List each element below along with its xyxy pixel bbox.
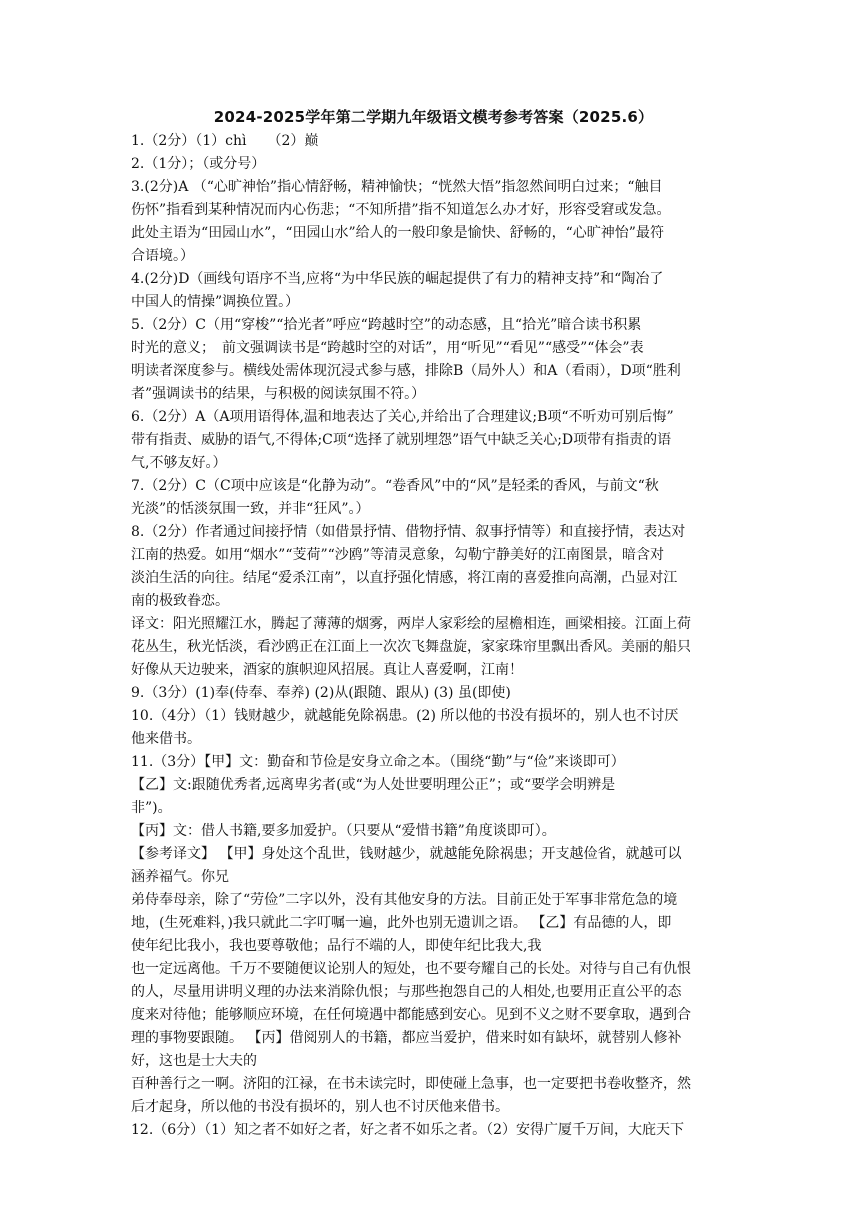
text-line: 7.（2分）C（C项中应该是“化静为动”。“卷香风”中的“风”是轻柔的香风，与前文“秋: [131, 478, 659, 494]
text-line: 10.（4分）（1）钱财越少，就越能免除祸患。(2) 所以他的书没有损坏的，别人也不讨厌: [131, 708, 679, 724]
text-line: 后才起身，所以他的书没有损坏的，别人也不讨厌他来借书。: [131, 1099, 509, 1115]
text-line: 明读者深度参与。横线处需体现沉浸式参与感，排除B（局外人）和A（看雨），D项“胜利: [131, 363, 681, 379]
text-line: 12.（6分）（1）知之者不如好之者，好之者不如乐之者。（2）安得广厦千万间，大庇天下: [131, 1122, 684, 1138]
text-line: 【丙】文：借人书籍,要多加爱护。（只要从“爱惜书籍”角度谈即可）。: [131, 823, 556, 839]
text-line: 好，这也是士大夫的: [131, 1053, 257, 1069]
text-line: 9.（3分）(1)奉(侍奉、奉养) (2)从(跟随、跟从) (3) 虽(即使): [131, 685, 511, 701]
text-line: 的人，尽量用讲明义理的办法来消除仇恨；与那些抱怨自己的人相处,也要用正直公平的态: [131, 984, 682, 1000]
answer-body: [131, 130, 743, 1142]
text-line: 非”)。: [131, 800, 172, 816]
text-line: 【乙】文:跟随优秀者,远离卑劣者(或“为人处世要明理公正”；或“要学会明辨是: [131, 777, 616, 793]
text-line: 5.（2分）C（用“穿梭”“拾光者”呼应“跨越时空”的动态感，且“拾光”暗合读书积累: [131, 317, 642, 333]
text-line: 译文：阳光照耀江水，腾起了薄薄的烟雾，两岸人家彩绘的屋檐相连，画梁相接。江面上荷: [131, 616, 691, 632]
text-line: 理的事物要跟随。 【丙】借阅别人的书籍，都应当爱护，借来时如有缺坏，就替别人修补: [131, 1030, 682, 1046]
text-line: 涵养福气。你兄: [131, 869, 229, 885]
text-line: 带有指责、威胁的语气,不得体;C项“选择了就别埋怨”语气中缺乏关心;D项带有指责的语: [131, 432, 672, 448]
text-line: 使年纪比我小，我也要尊敬他；品行不端的人，即使年纪比我大,我: [131, 938, 542, 954]
text-line: 花丛生，秋光恬淡，看沙鸥正在江面上一次次飞舞盘旋，家家珠帘里飘出香风。美丽的船只: [131, 639, 691, 655]
text-line: 3.(2分)A （“心旷神怡”指心情舒畅，精神愉快；“恍然大悟”指忽然间明白过来；“触目: [131, 179, 663, 195]
text-line: 时光的意义； 前文强调读书是“跨越时空的对话”，用“听见”“看见”“感受”“体会”表: [131, 340, 644, 356]
text-line: 中国人的情操”调换位置。）: [131, 294, 300, 310]
page-title: 2024-2025学年第二学期九年级语文模考参考答案（2025.6）: [213, 108, 654, 126]
text-line: 江南的热爱。如用“烟水”“芰荷”“沙鸥”等清灵意象，勾勒宁静美好的江南图景，暗含对: [131, 547, 664, 563]
text-line: 4.(2分)D（画线句语序不当,应将“为中华民族的崛起提供了有力的精神支持”和“陶冶了: [131, 271, 664, 287]
text-line: 8.（2分）作者通过间接抒情（如借景抒情、借物抒情、叙事抒情等）和直接抒情，表达对: [131, 524, 686, 540]
text-line: 气,不够友好。）: [131, 455, 227, 471]
text-line: 【参考译文】 【甲】身处这个乱世，钱财越少，就越能免除祸患；开支越俭省，就越可以: [131, 846, 682, 862]
text-line: 百种善行之一啊。济阳的江禄，在书未读完时，即使碰上急事，也一定要把书卷收整齐，然: [131, 1076, 691, 1092]
text-line: 光淡”的恬淡氛围一致，并非“狂风”。）: [131, 501, 370, 517]
text-line: 此处主语为“田园山水”，“田园山水”给人的一般印象是愉快、舒畅的，“心旷神怡”最符: [131, 225, 664, 241]
text-line: 2.（1分）；（或分号）: [131, 156, 266, 172]
text-line: 南的极致眷恋。: [131, 593, 229, 609]
text-line: 6.（2分）A（A项用语得体,温和地表达了关心,并给出了合理建议;B项“不听劝可别后悔”: [131, 409, 674, 425]
text-line: 淡泊生活的向往。结尾“爱杀江南”，以直抒强化情感，将江南的喜爱推向高潮，凸显对江: [131, 570, 678, 586]
text-line: 也一定远离他。千万不要随便议论别人的短处，也不要夸耀自己的长处。对待与自己有仇恨: [131, 961, 691, 977]
text-line: 11.（3分）【甲】文：勤奋和节俭是安身立命之本。（围绕“勤”与“俭”来谈即可）: [131, 754, 625, 770]
text-line: 伤怀”指看到某种情况而内心伤悲；“不知所措”指不知道怎么办才好，形容受窘或发急。: [131, 202, 671, 218]
text-line: 弟侍奉母亲，除了“劳俭”二字以外，没有其他安身的方法。目前正处于军事非常危急的境: [131, 892, 678, 908]
text-line: 度来对待他；能够顺应环境，在任何境遇中都能感到安心。见到不义之财不要拿取，遇到合: [131, 1007, 691, 1023]
text-line: 地，(生死难料，)我只就此二字叮嘱一遍，此外也别无遗训之语。 【乙】有品德的人，即: [131, 915, 672, 931]
text-line: 者”强调读书的结果，与积极的阅读氛围不符。）: [131, 386, 426, 402]
text-line: 好像从天边驶来，酒家的旗帜迎风招展。真让人喜爱啊，江南！: [131, 662, 523, 678]
text-line: 合语境。）: [131, 248, 194, 264]
text-line: 他来借书。: [131, 731, 201, 747]
text-line: 1.（2分）（1）chì （2）巅: [131, 133, 319, 149]
